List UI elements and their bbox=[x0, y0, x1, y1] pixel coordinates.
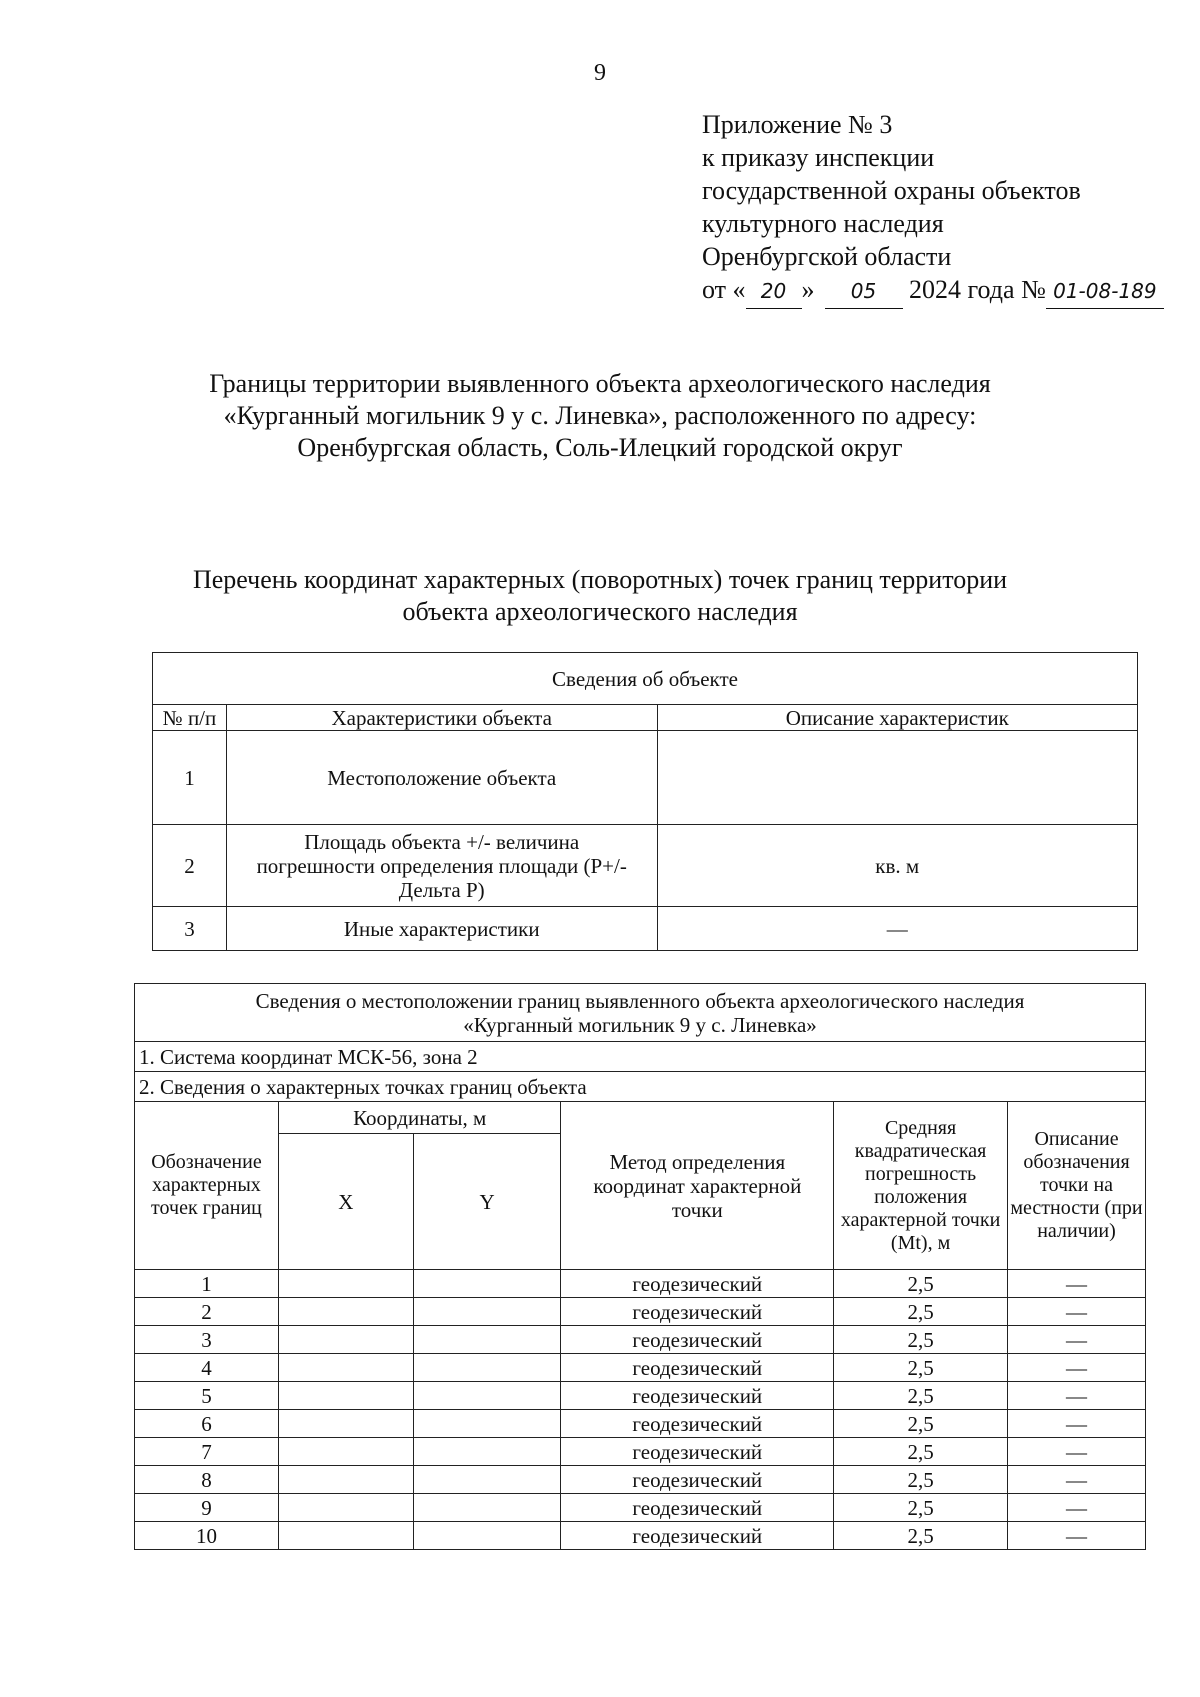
header-designation: Обозначение характерных точек границ bbox=[135, 1102, 279, 1270]
table-row bbox=[135, 1270, 1146, 1298]
point-description: — bbox=[1008, 1438, 1146, 1466]
page-number: 9 bbox=[594, 60, 606, 86]
coord-y bbox=[413, 1354, 561, 1382]
table-row bbox=[135, 1354, 1146, 1382]
point-number: 10 bbox=[135, 1522, 279, 1550]
coord-x bbox=[278, 1354, 413, 1382]
appendix-date-line bbox=[702, 273, 1164, 309]
appendix-line: к приказу инспекции bbox=[702, 143, 935, 172]
date-year-text: 2024 года № bbox=[909, 275, 1046, 304]
point-description: — bbox=[1008, 1410, 1146, 1438]
point-error: 2,5 bbox=[834, 1298, 1008, 1326]
point-method: геодезический bbox=[561, 1382, 834, 1410]
point-description: — bbox=[1008, 1298, 1146, 1326]
appendix-line: государственной охраны объектов bbox=[702, 176, 1081, 205]
points-section-title: 2. Сведения о характерных точках границ объекта bbox=[135, 1072, 1146, 1102]
coord-x bbox=[278, 1522, 413, 1550]
table-row bbox=[135, 1410, 1146, 1438]
point-description: — bbox=[1008, 1382, 1146, 1410]
table-row bbox=[135, 1438, 1146, 1466]
point-error: 2,5 bbox=[834, 1326, 1008, 1354]
table-caption: Сведения об объекте bbox=[153, 653, 1138, 705]
row-characteristic: Площадь объекта +/- величина погрешности определения площади (Р+/- Дельта Р) bbox=[226, 825, 657, 907]
point-method: геодезический bbox=[561, 1326, 834, 1354]
table-row bbox=[153, 825, 1138, 907]
point-error: 2,5 bbox=[834, 1494, 1008, 1522]
point-method: геодезический bbox=[561, 1466, 834, 1494]
date-mid: » bbox=[801, 275, 815, 304]
header-coordinates: Координаты, м bbox=[278, 1102, 561, 1134]
header-num: № п/п bbox=[153, 705, 227, 731]
appendix-line: Оренбургской области bbox=[702, 242, 952, 271]
header-point-description: Описание обозначения точки на местности (при наличии) bbox=[1008, 1102, 1146, 1270]
document-subtitle bbox=[0, 564, 1200, 628]
row-num: 1 bbox=[153, 731, 227, 825]
points-body bbox=[135, 1270, 1146, 1550]
table-caption bbox=[135, 984, 1146, 1042]
title-line: Оренбургская область, Соль-Илецкий городской округ bbox=[297, 433, 903, 462]
coord-y bbox=[413, 1382, 561, 1410]
table-row bbox=[135, 1326, 1146, 1354]
coord-y bbox=[413, 1298, 561, 1326]
point-description: — bbox=[1008, 1494, 1146, 1522]
table-row bbox=[135, 1298, 1146, 1326]
boundary-points-table bbox=[134, 983, 1146, 1550]
point-number: 5 bbox=[135, 1382, 279, 1410]
point-method: геодезический bbox=[561, 1298, 834, 1326]
table-row bbox=[153, 907, 1138, 951]
row-description bbox=[657, 731, 1137, 825]
coord-y bbox=[413, 1270, 561, 1298]
point-error: 2,5 bbox=[834, 1466, 1008, 1494]
point-method: геодезический bbox=[561, 1270, 834, 1298]
point-method: геодезический bbox=[561, 1494, 834, 1522]
coord-x bbox=[278, 1326, 413, 1354]
header-characteristic: Характеристики объекта bbox=[226, 705, 657, 731]
point-method: геодезический bbox=[561, 1410, 834, 1438]
handwritten-day: 20 bbox=[746, 275, 802, 309]
row-num: 2 bbox=[153, 825, 227, 907]
point-error: 2,5 bbox=[834, 1410, 1008, 1438]
coord-x bbox=[278, 1382, 413, 1410]
row-characteristic: Местоположение объекта bbox=[226, 731, 657, 825]
coord-y bbox=[413, 1438, 561, 1466]
appendix-block bbox=[702, 108, 1164, 309]
point-method: геодезический bbox=[561, 1438, 834, 1466]
table-row bbox=[135, 1382, 1146, 1410]
point-number: 4 bbox=[135, 1354, 279, 1382]
point-description: — bbox=[1008, 1466, 1146, 1494]
title-line: «Курганный могильник 9 у с. Линевка», расположенного по адресу: bbox=[223, 401, 977, 430]
coord-x bbox=[278, 1466, 413, 1494]
header-description: Описание характеристик bbox=[657, 705, 1137, 731]
point-number: 3 bbox=[135, 1326, 279, 1354]
point-description: — bbox=[1008, 1326, 1146, 1354]
point-number: 9 bbox=[135, 1494, 279, 1522]
handwritten-month: 05 bbox=[825, 275, 903, 309]
point-method: геодезический bbox=[561, 1522, 834, 1550]
table-row bbox=[135, 1522, 1146, 1550]
table-row bbox=[153, 731, 1138, 825]
coord-x bbox=[278, 1270, 413, 1298]
header-x: X bbox=[278, 1134, 413, 1270]
point-number: 7 bbox=[135, 1438, 279, 1466]
coord-y bbox=[413, 1466, 561, 1494]
appendix-line: Приложение № 3 bbox=[702, 110, 893, 139]
coord-y bbox=[413, 1410, 561, 1438]
point-description: — bbox=[1008, 1522, 1146, 1550]
document-title bbox=[0, 368, 1200, 464]
point-number: 2 bbox=[135, 1298, 279, 1326]
point-method: геодезический bbox=[561, 1354, 834, 1382]
caption-line: «Курганный могильник 9 у с. Линевка» bbox=[463, 1012, 817, 1037]
row-num: 3 bbox=[153, 907, 227, 951]
table-row bbox=[135, 1466, 1146, 1494]
table-row bbox=[135, 1494, 1146, 1522]
subtitle-line: Перечень координат характерных (поворотных) точек границ территории bbox=[192, 565, 1008, 594]
coord-x bbox=[278, 1438, 413, 1466]
point-number: 6 bbox=[135, 1410, 279, 1438]
header-method: Метод определения координат характерной точки bbox=[561, 1102, 834, 1270]
point-description: — bbox=[1008, 1270, 1146, 1298]
point-description: — bbox=[1008, 1354, 1146, 1382]
coord-x bbox=[278, 1298, 413, 1326]
point-number: 8 bbox=[135, 1466, 279, 1494]
point-number: 1 bbox=[135, 1270, 279, 1298]
row-description: — bbox=[657, 907, 1137, 951]
point-error: 2,5 bbox=[834, 1270, 1008, 1298]
date-prefix: от « bbox=[702, 275, 746, 304]
coord-x bbox=[278, 1494, 413, 1522]
coord-y bbox=[413, 1494, 561, 1522]
handwritten-order-number: 01-08-189 bbox=[1046, 275, 1164, 309]
coord-x bbox=[278, 1410, 413, 1438]
header-y: Y bbox=[413, 1134, 561, 1270]
coord-y bbox=[413, 1522, 561, 1550]
point-error: 2,5 bbox=[834, 1438, 1008, 1466]
caption-line: Сведения о местоположении границ выявленного объекта археологического наследия bbox=[255, 988, 1025, 1013]
object-info-table bbox=[152, 652, 1138, 951]
coordinate-system: 1. Система координат МСК-56, зона 2 bbox=[135, 1042, 1146, 1072]
title-line: Границы территории выявленного объекта археологического наследия bbox=[209, 369, 991, 398]
header-error: Средняя квадратическая погрешность положения характерной точки (Mt), м bbox=[834, 1102, 1008, 1270]
point-error: 2,5 bbox=[834, 1382, 1008, 1410]
point-error: 2,5 bbox=[834, 1354, 1008, 1382]
row-description: кв. м bbox=[657, 825, 1137, 907]
row-characteristic: Иные характеристики bbox=[226, 907, 657, 951]
coord-y bbox=[413, 1326, 561, 1354]
point-error: 2,5 bbox=[834, 1522, 1008, 1550]
subtitle-line: объекта археологического наследия bbox=[402, 597, 798, 626]
appendix-line: культурного наследия bbox=[702, 209, 944, 238]
